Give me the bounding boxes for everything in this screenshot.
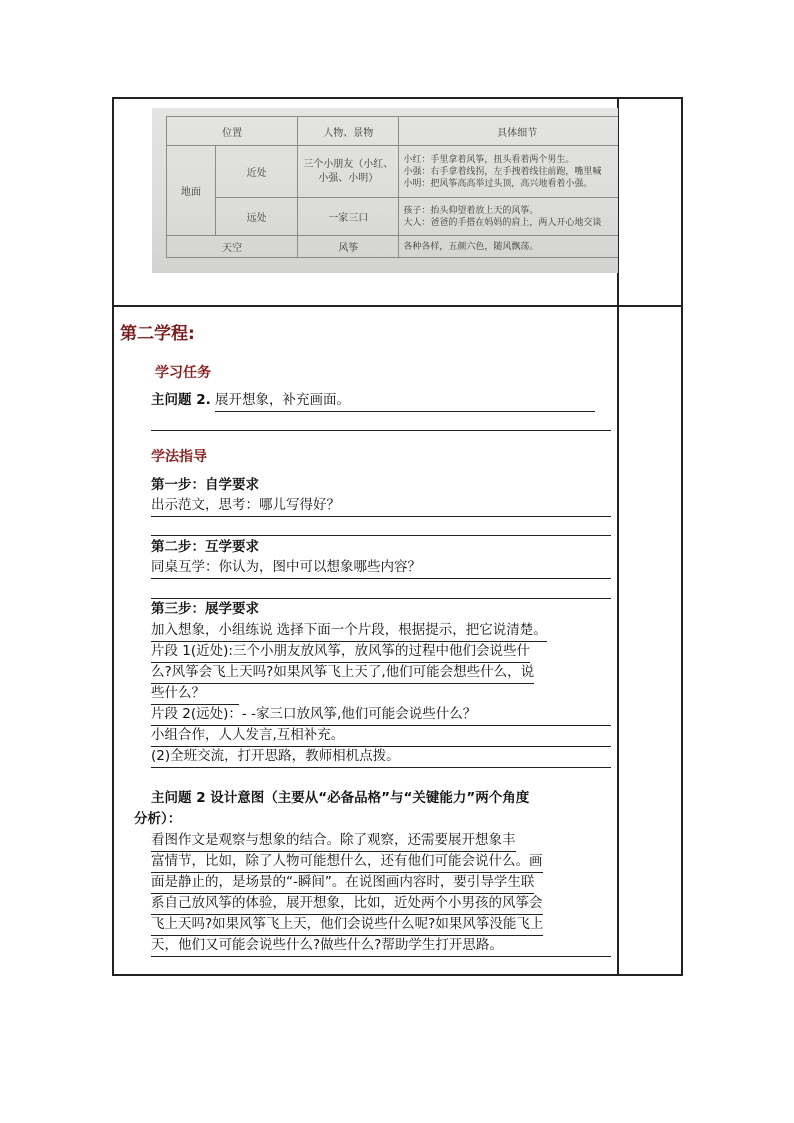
step3-title: 第三步：展学要求	[151, 601, 259, 617]
near-details	[399, 146, 618, 198]
answer-line	[151, 535, 611, 536]
scene-detail-table	[166, 116, 618, 258]
far-label: 远处	[216, 198, 298, 236]
detail-line: 孩子：抬头仰望着放上天的风筝。	[403, 205, 539, 216]
step3-line: 片段 1(近处):三个小朋友放风筝，放风筝的过程中他们会说些什	[151, 641, 530, 663]
step3-line: 加入想象，小组练说 选择下面一个片段，根据提示，把它说清楚。	[151, 620, 547, 642]
step3-line: (2)全班交流，打开思路，教师相机点拨。	[151, 746, 611, 768]
far-details	[399, 198, 618, 236]
design-title: 主问题 2 设计意图（主要从“必备品格”与“关键能力”两个角度	[151, 790, 530, 806]
table-row-divider	[112, 305, 681, 307]
section-title: 第二学程:	[120, 324, 195, 344]
task-heading: 学习任务	[155, 365, 211, 381]
textbook-table-photo	[152, 108, 618, 273]
header-position: 位置	[167, 117, 298, 146]
header-people: 人物、景物	[298, 117, 399, 146]
step2-text: 同桌互学：你认为，图中可以想象哪些内容？	[151, 557, 611, 579]
step3-line: 些什么？	[151, 683, 239, 705]
detail-line: 大人：爸爸的手搭在妈妈的肩上，两人开心地交谈	[403, 217, 602, 228]
main-question-text: 展开想象，补充画面。	[215, 390, 595, 412]
sky-label: 天空	[167, 236, 298, 258]
step3-line: 么?风筝会飞上天吗?如果风筝飞上天了,他们可能会想些什么，说	[151, 662, 534, 684]
step2-title: 第二步：互学要求	[151, 539, 259, 555]
step1-title: 第一步：自学要求	[151, 477, 259, 493]
detail-line: 小明：把风筝高高举过头顶，高兴地看着小强。	[403, 178, 593, 189]
sky-object: 风筝	[298, 236, 399, 258]
design-line: 飞上天吗?如果风筝飞上天，他们会说些什么呢?如果风筝没能飞上	[151, 914, 543, 936]
step1-text: 出示范文，思考：哪儿写得好？	[151, 495, 611, 517]
header-details: 具体细节	[399, 117, 618, 146]
design-line: 看图作文是观察与想象的结合。除了观察，还需要展开想象丰	[151, 830, 516, 852]
design-title-cont: 分析）：	[134, 811, 182, 827]
design-line: 系自己放风筝的体验，展开想象，比如，近处两个小男孩的风筝会	[151, 893, 543, 915]
step3-line: 小组合作，人人发言,互相补充。	[151, 725, 611, 747]
sky-details: 各种各样，五颜六色，随风飘荡。	[399, 236, 618, 258]
design-line: 天，他们又可能会说些什么?做些什么?帮助学生打开思路。	[151, 935, 611, 957]
ground-label: 地面	[167, 146, 216, 236]
main-question-label: 主问题 2.	[151, 392, 211, 408]
method-heading: 学法指导	[151, 449, 207, 465]
main-question	[151, 390, 595, 412]
answer-line	[151, 430, 611, 431]
near-people: 三个小朋友（小红、小强、小明）	[298, 146, 399, 198]
far-people: 一家三口	[298, 198, 399, 236]
near-label: 近处	[216, 146, 298, 198]
design-line: 富情节，比如，除了人物可能想什么，还有他们可能会说什么。画	[151, 851, 543, 873]
design-line: 面是静止的，是场景的“-瞬间”。在说图画内容时，要引导学生联	[151, 872, 534, 894]
detail-line: 小强：右手拿着线拐，左手拽着线往前跑，嘴里喊	[403, 166, 602, 177]
step3-line: 片段 2(远处)：- -家三口放风筝,他们可能会说些什么？	[151, 704, 611, 726]
detail-line: 小红：手里拿着风筝，扭头看着两个男生。	[403, 154, 575, 165]
